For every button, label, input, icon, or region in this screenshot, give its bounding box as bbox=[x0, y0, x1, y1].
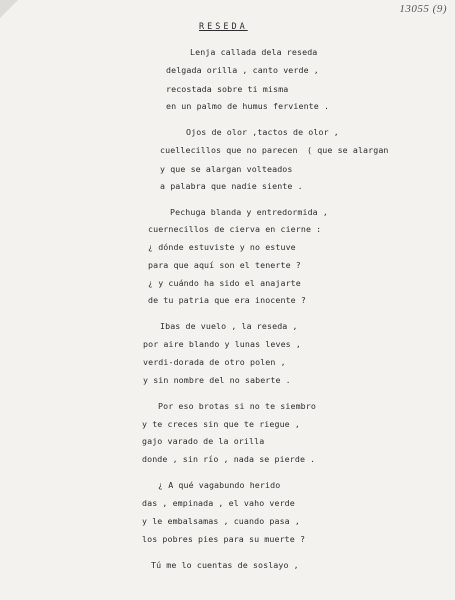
poem-line: Lenja callada dela reseda bbox=[190, 47, 318, 57]
poem-line: ¿ dónde estuviste y no estuve bbox=[148, 242, 296, 252]
poem-line: ( que se alargan bbox=[307, 145, 389, 155]
poem-line: Ibas de vuelo , la reseda , bbox=[160, 321, 298, 331]
poem-line: Ojos de olor ,tactos de olor , bbox=[186, 127, 339, 137]
poem-line: cuellecillos que no parecen bbox=[160, 145, 298, 155]
poem-line: y te creces sin que te riegue , bbox=[142, 419, 300, 429]
poem-line: donde , sin río , nada se pierde . bbox=[142, 454, 316, 464]
poem-line: Por eso brotas si no te siembro bbox=[158, 401, 316, 411]
poem-line: gajo varado de la orilla bbox=[142, 436, 265, 446]
poem-line: por aire blando y lunas leves , bbox=[143, 339, 301, 349]
archive-mark: 13055 (9) bbox=[399, 3, 447, 15]
poem-line: recostada sobre ti misma bbox=[166, 84, 289, 94]
poem-line: das , empinada , el vaho verde bbox=[142, 498, 295, 508]
poem-line: de tu patria que era inocente ? bbox=[148, 295, 306, 305]
poem-line: cuernecillos de cierva en cierne : bbox=[148, 224, 322, 234]
poem-line: los pobres pies para su muerte ? bbox=[142, 534, 306, 544]
poem-line: y sin nombre del no saberte . bbox=[143, 375, 291, 385]
poem-line: a palabra que nadie siente . bbox=[160, 181, 303, 191]
poem-line: verdi-dorada de otro polen , bbox=[143, 357, 286, 367]
poem-line: Pechuga blanda y entredormida , bbox=[170, 207, 328, 217]
poem-line: para que aquí son el tenerte ? bbox=[148, 260, 301, 270]
poem-line: en un palmo de humus ferviente . bbox=[166, 101, 330, 111]
poem-line: delgada orilla , canto verde , bbox=[166, 65, 319, 75]
poem-line: ¿ A qué vagabundo herido bbox=[158, 480, 281, 490]
poem-line: ¿ y cuándo ha sido el anajarte bbox=[148, 278, 301, 288]
poem-line: Tú me lo cuentas de soslayo , bbox=[151, 560, 299, 570]
poem-line: y que se alargan volteados bbox=[160, 164, 293, 174]
poem-line: y le embalsamas , cuando pasa , bbox=[142, 516, 300, 526]
poem-title: RESEDA bbox=[199, 22, 248, 32]
page-corner-fold bbox=[0, 0, 18, 18]
